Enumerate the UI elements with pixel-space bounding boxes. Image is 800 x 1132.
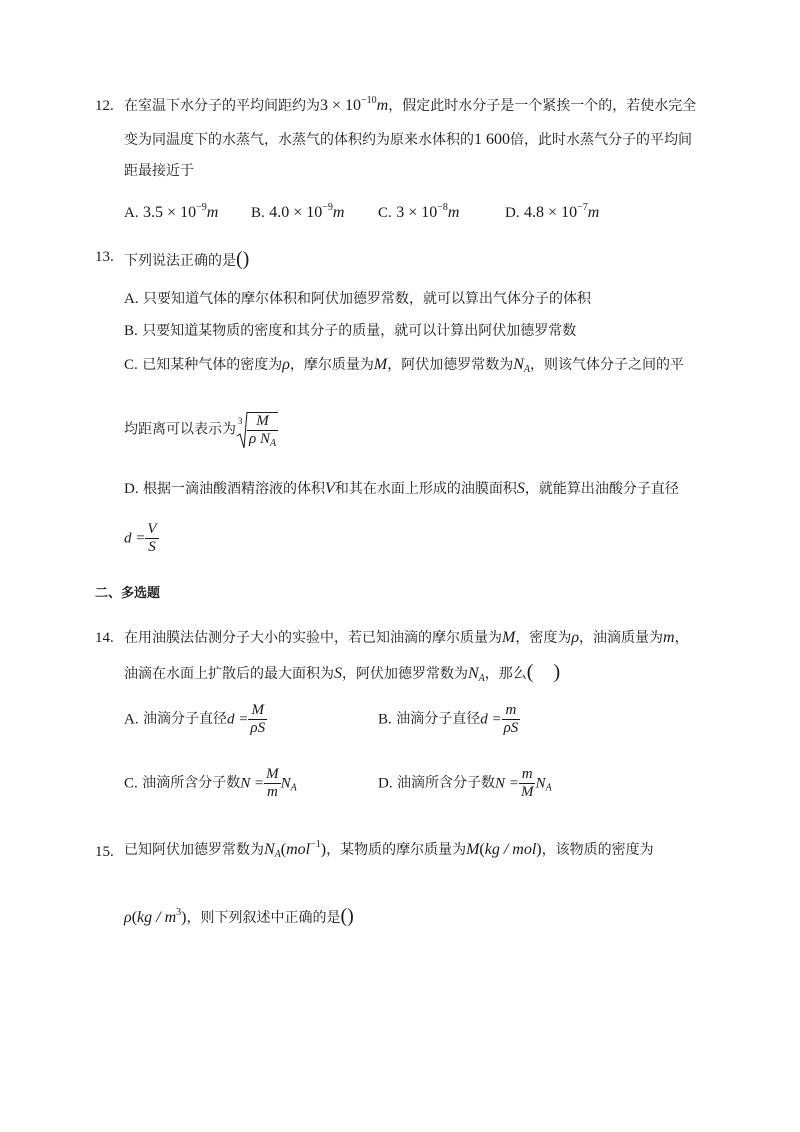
answer-blank[interactable]: () bbox=[236, 248, 250, 270]
question-12-line-2: 变为同温度下的水蒸气，水蒸气的体积约为原来水体积的1 600倍，此时水蒸气分子的平均间 bbox=[124, 131, 692, 148]
option-b[interactable]: B. $4.0 \times 10^{-9}m$ bbox=[251, 202, 345, 221]
question-number: 14. bbox=[95, 630, 114, 646]
option-d[interactable]: D. 油滴所含分子数N = $\frac{m}{M}$ $N_A$ bbox=[378, 766, 552, 800]
option-b[interactable]: B. 油滴分子直径d = $\frac{m}{\rho S}$ bbox=[378, 702, 519, 736]
question-12-line-3: 距最接近于 bbox=[124, 163, 194, 179]
option-b[interactable]: B. 只要知道某物质的密度和其分子的质量，就可以计算出阿伏加德罗常数 bbox=[124, 323, 577, 339]
option-c[interactable]: C. 已知某种气体的密度为ρ，摩尔质量为M，阿伏加德罗常数为$N_A$，则该气体分子之间的平 bbox=[124, 356, 685, 375]
option-d[interactable]: D. $4.8 \times 10^{-7}m$ bbox=[505, 202, 600, 221]
section-title: 二、多选题 bbox=[95, 586, 161, 601]
question-15-line-2: $\rho(kg / m^3)$，则下列叙述中正确的是() bbox=[124, 905, 354, 927]
question-14-line-1: 在用油膜法估测分子大小的实验中，若已知油滴的摩尔质量为M，密度为ρ，油滴质量为m， bbox=[124, 629, 689, 646]
question-number: 12. bbox=[95, 98, 114, 114]
option-a[interactable]: A. 只要知道气体的摩尔体积和阿伏加德罗常数，就可以算出气体分子的体积 bbox=[124, 291, 592, 307]
option-c[interactable]: C. $3 \times 10^{-8}m$ bbox=[378, 202, 460, 221]
question-13-stem: 下列说法正确的是() bbox=[124, 248, 250, 270]
cube-root-formula: 3 $\frac{M}{\rho N_A}$ bbox=[236, 410, 278, 450]
option-a[interactable]: A. 油滴分子直径d = $\frac{M}{\rho S}$ bbox=[124, 702, 266, 736]
answer-blank[interactable]: () bbox=[340, 905, 354, 927]
answer-blank[interactable]: ( ) bbox=[526, 661, 561, 683]
question-14-line-2: 油滴在水面上扩散后的最大面积为S，阿伏加德罗常数为$N_A$，那么( ) bbox=[124, 661, 561, 684]
question-12-line-1: 在室温下水分子的平均间距约为$3 \times 10^{-10}m$，假定此时水分子是一个紧挨一个的，若使水完全 bbox=[124, 95, 697, 114]
option-d[interactable]: D. 根据一滴油酸酒精溶液的体积V和其在水面上形成的油膜面积S，就能算出油酸分子直径 bbox=[124, 480, 679, 497]
option-c[interactable]: C. 油滴所含分子数N = $\frac{M}{m}$ $N_A$ bbox=[124, 766, 297, 800]
question-number: 15. bbox=[95, 844, 114, 860]
option-d-formula: d = $\frac{V}{S}$ bbox=[124, 521, 157, 555]
question-15-line-1: 已知阿伏加德罗常数为$N_A(mol^{-1})$，某物质的摩尔质量为M(kg / mol)，该物质的密度为 bbox=[124, 839, 654, 860]
option-a[interactable]: A. $3.5 \times 10^{-9}m$ bbox=[124, 202, 219, 221]
question-number: 13. bbox=[95, 249, 114, 265]
option-c-formula-line: 均距离可以表示为 3 $\frac{M}{\rho N_A}$ bbox=[124, 410, 278, 450]
